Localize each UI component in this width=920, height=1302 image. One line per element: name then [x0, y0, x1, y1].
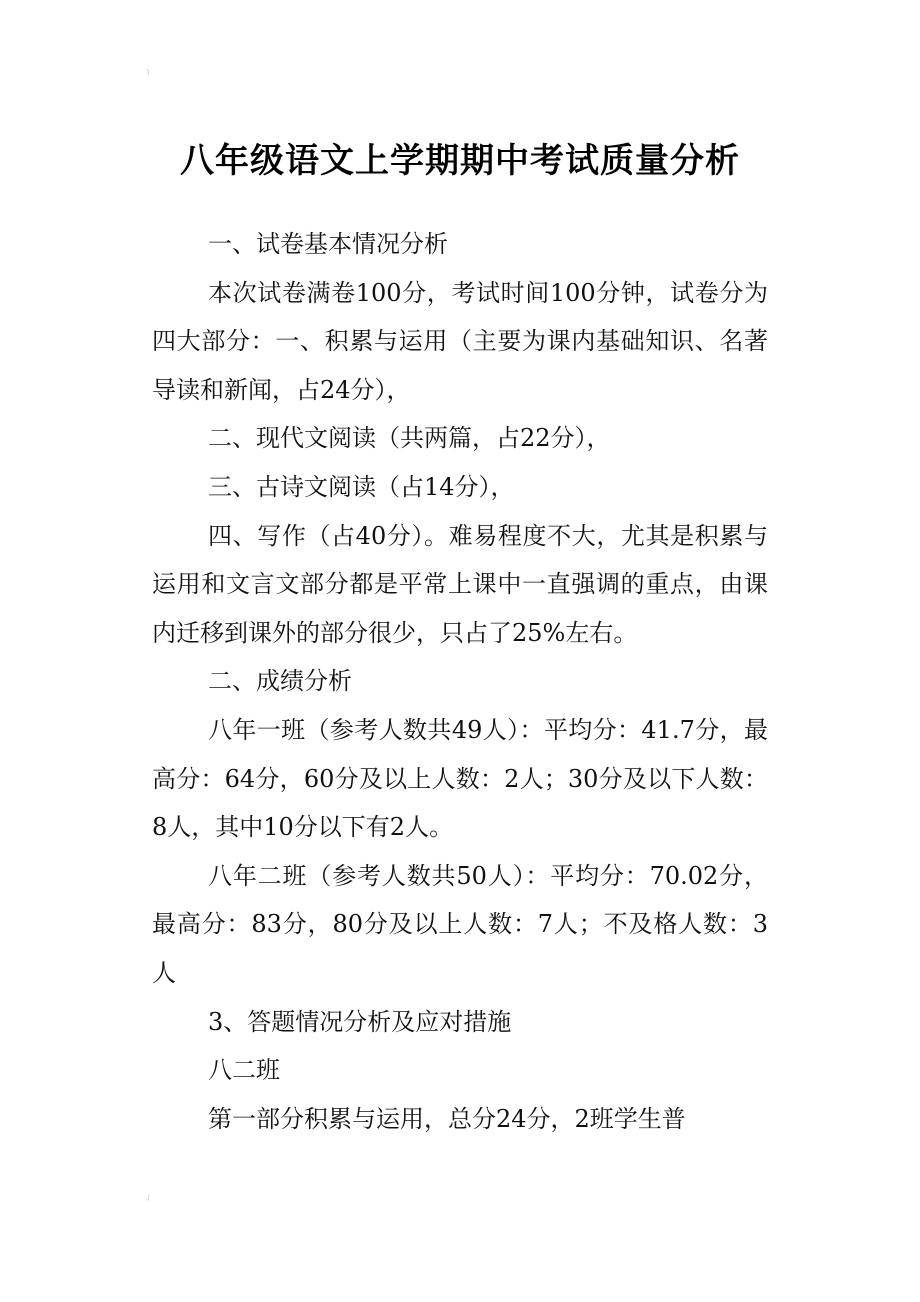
paragraph: 八年二班（参考人数共50人）：平均分：70.02分，最高分：83分，80分及以上人数：7人；不及格人数：3人 — [152, 861, 768, 987]
corner-mark-icon: ╯ — [146, 1196, 152, 1206]
paragraph: 二、现代文阅读（共两篇，占22分）， — [208, 424, 611, 453]
paragraph: 三、古诗文阅读（占14分）， — [208, 472, 515, 501]
paragraph: 八年一班（参考人数共49人）：平均分：41.7分，最高分：64分，60分及以上人数：2人；30分及以下人数：8人，其中10分以下有2人。 — [152, 715, 768, 842]
document-title: 八年级语文上学期期中考试质量分析 — [180, 140, 740, 181]
paragraph: 第一部分积累与运用，总分24分，2班学生普 — [208, 1104, 686, 1133]
document-body — [152, 220, 768, 1143]
section-heading: 一、试卷基本情况分析 — [208, 230, 448, 258]
paragraph: 本次试卷满卷100分，考试时间100分钟，试卷分为四大部分：一、积累与运用（主要为课内基础知识、名著导读和新闻，占24分）， — [152, 278, 768, 404]
paragraph: 四、写作（占40分）。难易程度不大，尤其是积累与运用和文言文部分都是平常上课中一直强调的重点，由课内迁移到课外的部分很少，只占了25%左右。 — [152, 521, 768, 647]
section-heading: 二、成绩分析 — [208, 667, 352, 696]
corner-mark-icon: ╮ — [146, 66, 152, 76]
section-heading: 3、答题情况分析及应对措施 — [208, 1007, 512, 1036]
paragraph: 八二班 — [208, 1056, 280, 1085]
